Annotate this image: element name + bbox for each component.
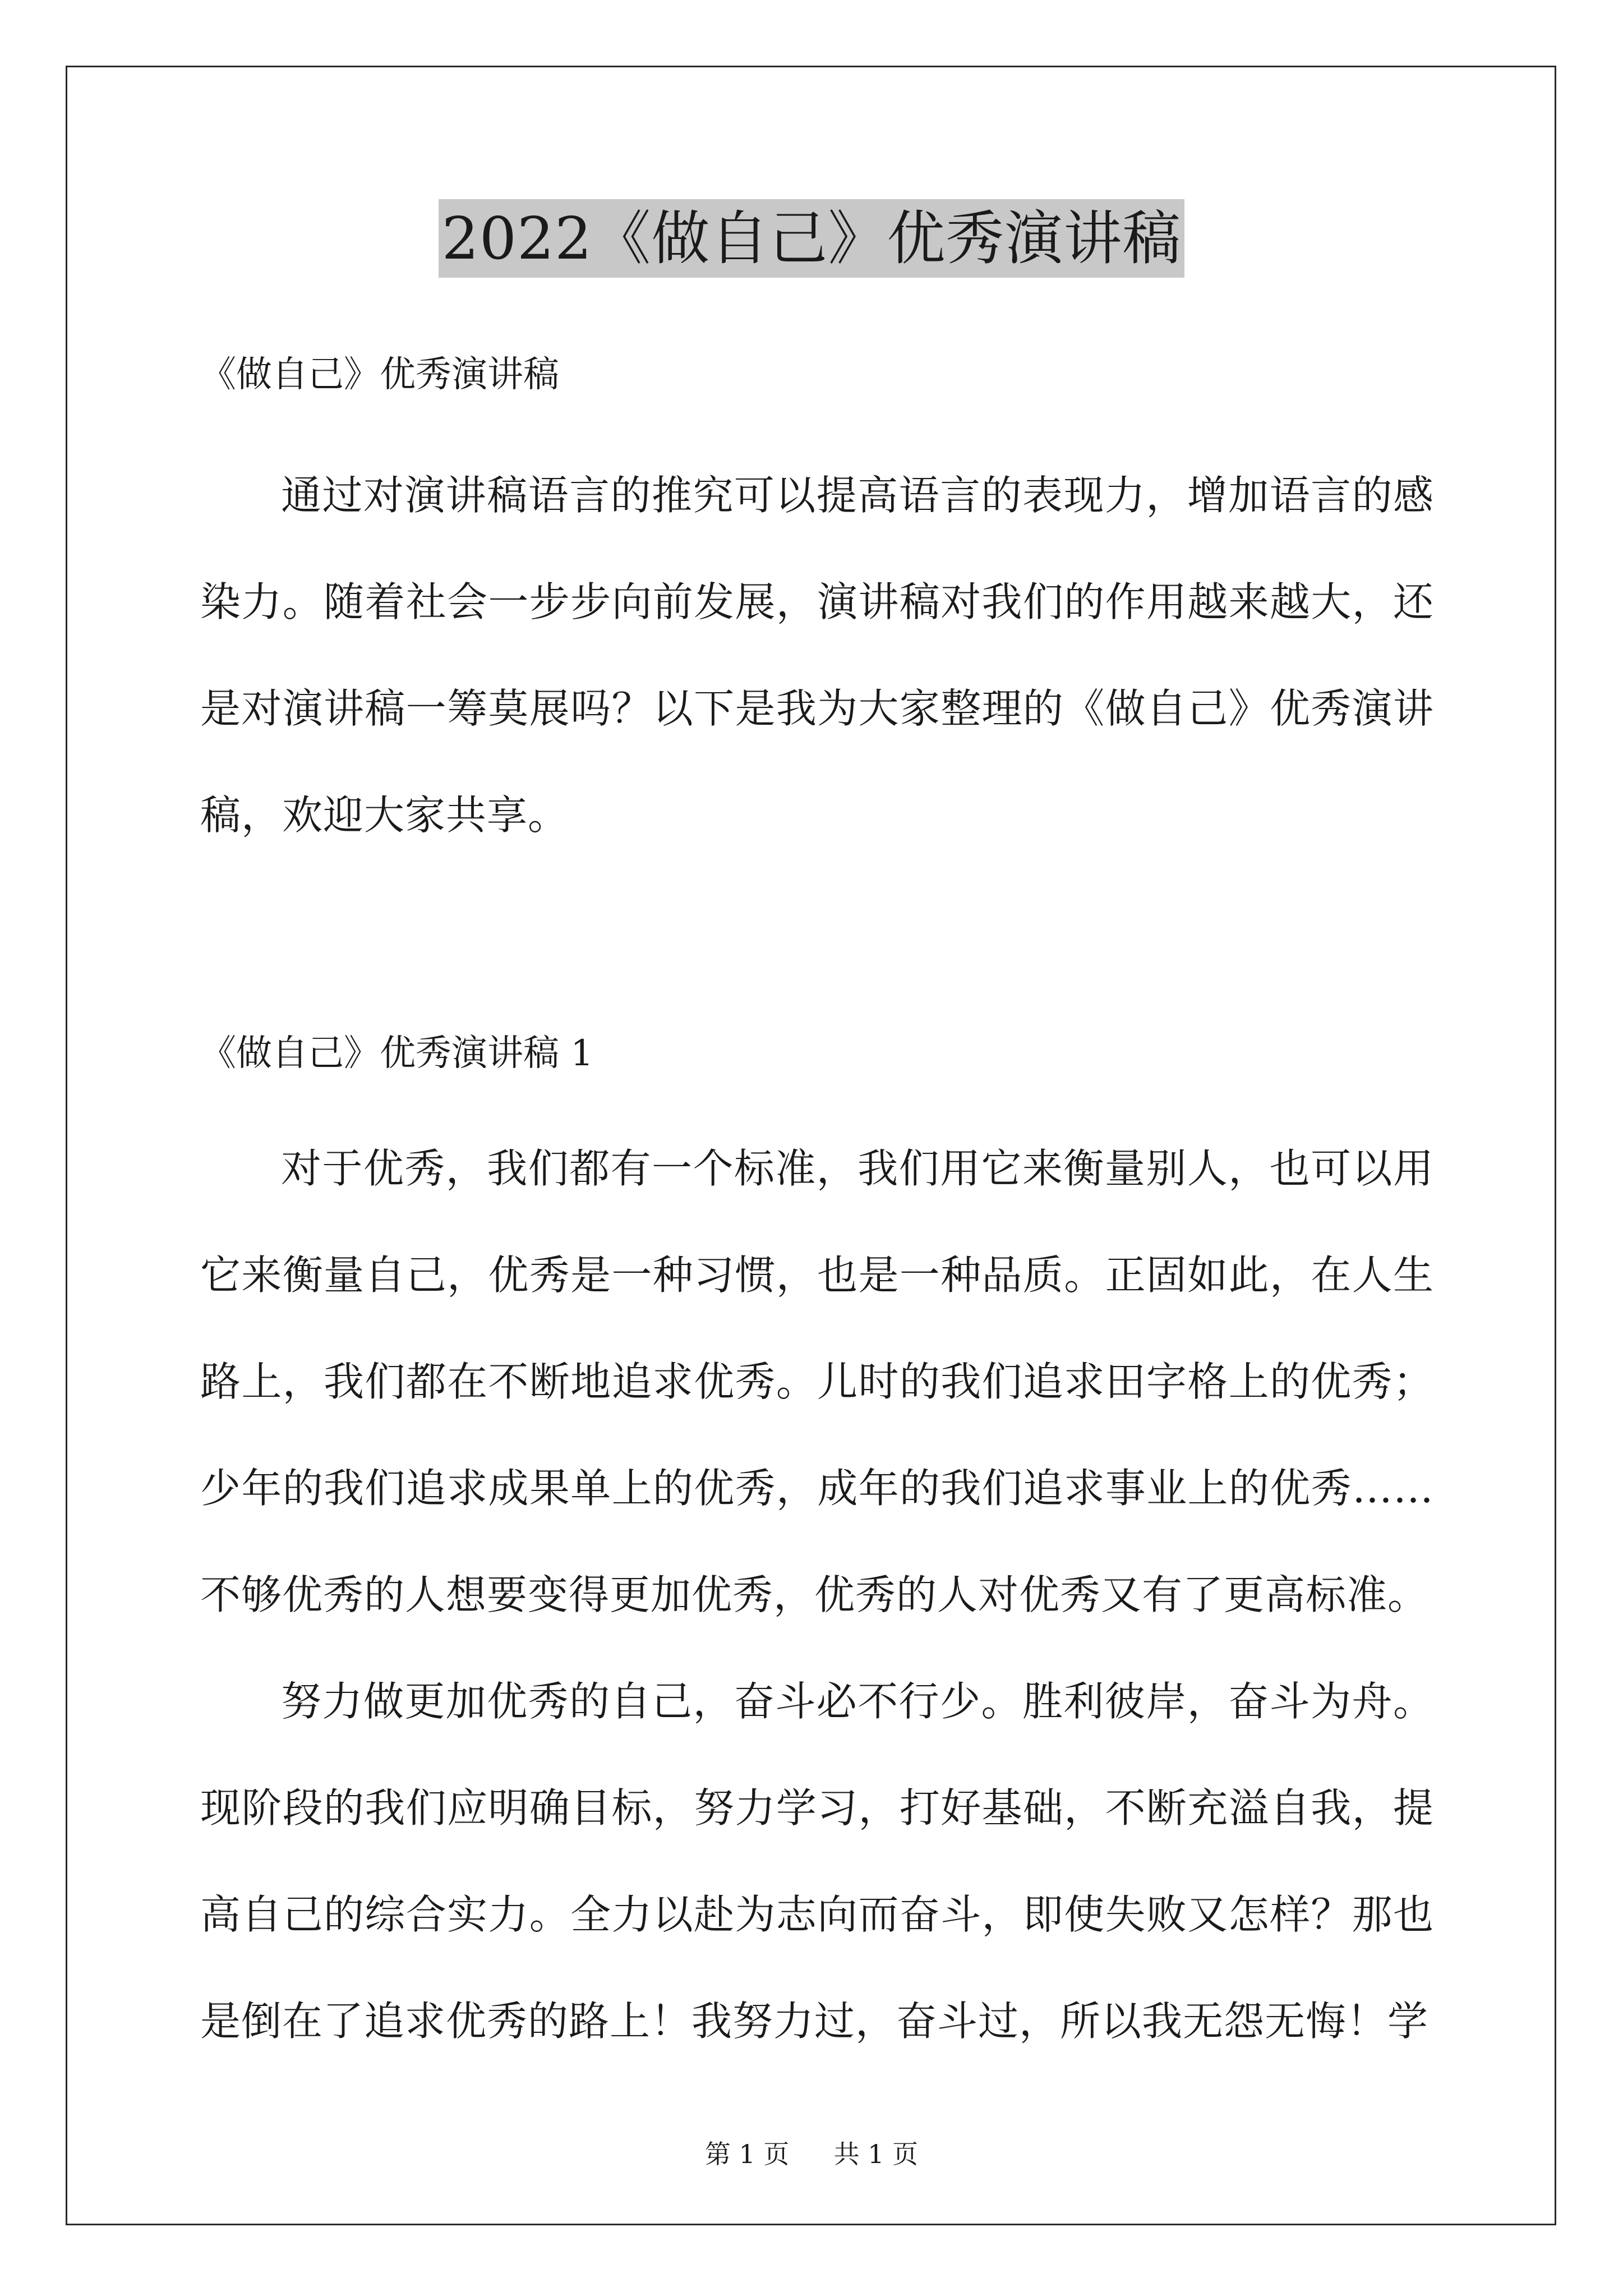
document-subtitle: 《做自己》优秀演讲稿 xyxy=(200,354,559,395)
body-paragraph-1: 对于优秀，我们都有一个标准，我们用它来衡量别人，也可以用它来衡量自己，优秀是一种习惯，也是一种品质。正固如此，在人生路上，我们都在不断地追求优秀。儿时的我们追求田字格上的优秀；少年的我们追求成果单上的优秀，成年的我们追求事业上的优秀……不够优秀的人想要变得更加优秀，优秀的人对优秀又有了更高标准。 xyxy=(200,1145,1434,1618)
intro-paragraph: 通过对演讲稿语言的推究可以提高语言的表现力，增加语言的感染力。随着社会一步步向前发展，演讲稿对我们的作用越来越大，还是对演讲稿一筹莫展吗？以下是我为大家整理的《做自己》优秀演讲稿，欢迎大家共享。 xyxy=(200,472,1434,839)
page-footer xyxy=(0,2137,1623,2171)
document-body xyxy=(200,347,1434,2074)
body-paragraph-2: 努力做更加优秀的自己，奋斗必不行少。胜利彼岸，奋斗为舟。现阶段的我们应明确目标，努力学习，打好基础，不断充溢自我，提高自己的综合实力。全力以赴为志向而奋斗，即使失败又怎样？那也是倒在了追求优秀的路上！我努力过，奋斗过，所以我无怨无悔！学 xyxy=(200,1678,1434,2045)
page-number: 第 1 页 xyxy=(704,2139,790,2169)
title-area xyxy=(0,199,1623,278)
page-total: 共 1 页 xyxy=(833,2139,919,2169)
document-title: 2022《做自己》优秀演讲稿 xyxy=(439,199,1185,278)
section-heading: 《做自己》优秀演讲稿 1 xyxy=(200,1033,594,1074)
